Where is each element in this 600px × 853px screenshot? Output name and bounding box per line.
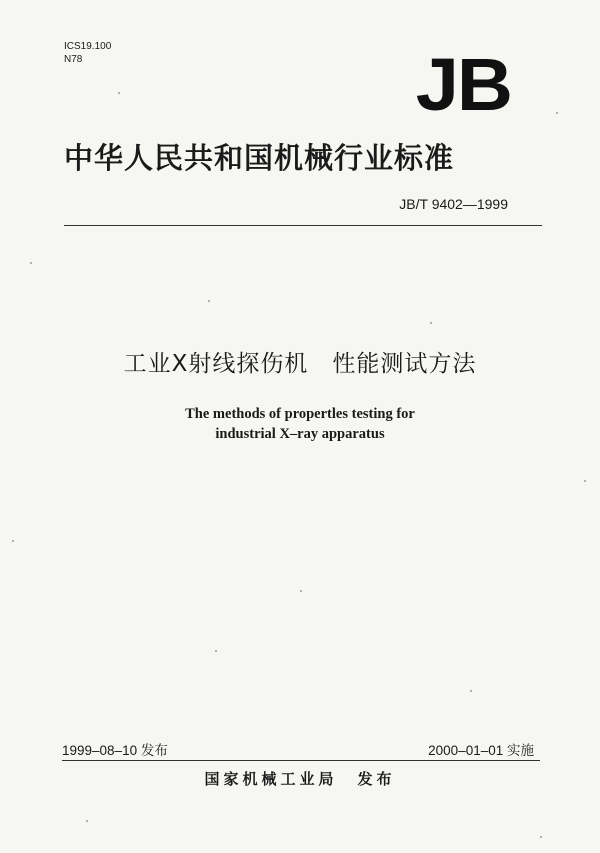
document-title-chinese: 工业X射线探伤机 性能测试方法	[123, 351, 477, 377]
scan-speck	[584, 480, 586, 482]
header-divider	[64, 225, 542, 226]
scan-speck	[30, 262, 32, 264]
issue-date: 1999–08–10 发布	[62, 743, 168, 758]
document-title-english	[0, 404, 600, 444]
publisher-line	[0, 768, 600, 789]
implementation-date: 2000–01–01 实施	[428, 743, 534, 758]
english-title-line-2: industrial X–ray apparatus	[215, 426, 385, 442]
jb-logo: JB	[415, 43, 511, 126]
publisher-name: 国家机械工业局	[204, 770, 338, 788]
footer-divider	[62, 760, 540, 761]
standard-number: JB/T 9402—1999	[399, 196, 508, 212]
scan-speck	[118, 92, 120, 94]
scan-speck	[300, 590, 302, 592]
standard-title: 中华人民共和国机械行业标准	[64, 141, 455, 175]
scan-speck	[470, 690, 472, 692]
scan-speck	[215, 650, 217, 652]
scan-speck	[540, 836, 542, 838]
scan-speck	[430, 322, 432, 324]
ics-code: ICS19.100	[64, 41, 112, 52]
category-code: N78	[64, 54, 83, 65]
scan-speck	[208, 300, 210, 302]
scan-speck	[556, 112, 558, 114]
scan-speck	[12, 540, 14, 542]
classification-codes	[64, 40, 111, 66]
english-title-line-1: The methods of propertles testing for	[185, 406, 415, 422]
publisher-action: 发布	[357, 770, 396, 788]
scan-speck	[86, 820, 88, 822]
